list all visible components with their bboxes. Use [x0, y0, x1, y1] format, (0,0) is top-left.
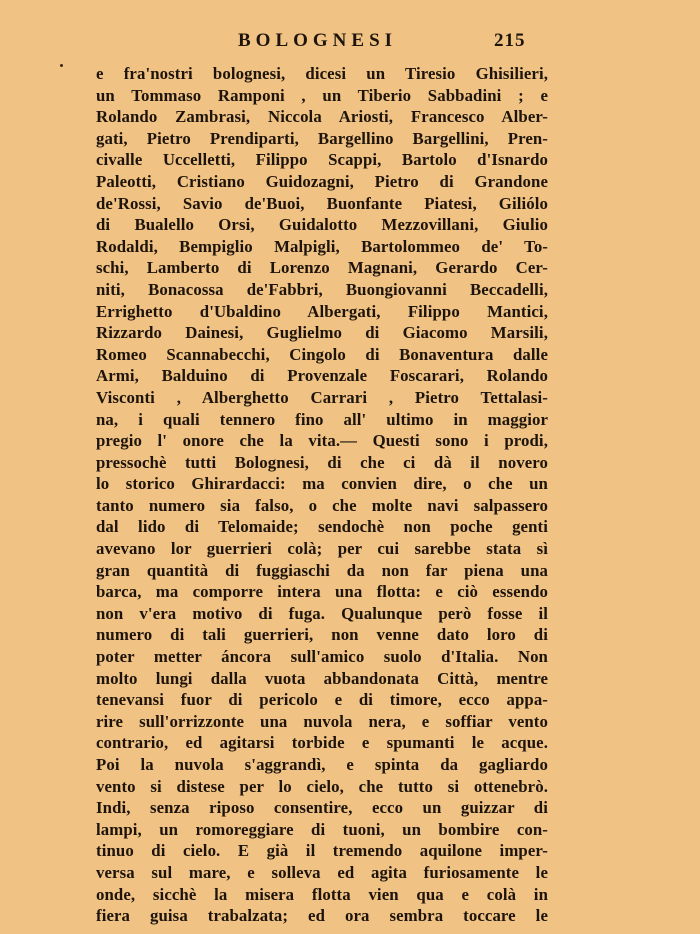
page-header — [0, 30, 700, 56]
ink-speck — [60, 64, 63, 67]
text-line: pregio l' onore che la vita.— Questi sono i prodi, — [96, 431, 548, 451]
text-line: Paleotti, Cristiano Guidozagni, Pietro di Grandone — [96, 171, 548, 191]
text-line: numero di tali guerrieri, non venne dato loro di — [96, 625, 548, 645]
text-line: Armi, Balduino di Provenzale Foscarari, Rolando — [96, 366, 548, 386]
text-line: Rizzardo Dainesi, Guglielmo di Giacomo Marsili, — [96, 323, 548, 343]
text-line: versa sul mare, e solleva ed agita furiosamente le — [96, 862, 548, 882]
text-line: Rolando Zambrasi, Niccola Ariosti, Francesco Alber- — [96, 107, 548, 127]
text-line: na, i quali tennero fino all' ultimo in maggior — [96, 409, 548, 429]
text-line: contrario, ed agitarsi torbide e spumanti le acque. — [96, 733, 548, 753]
text-line: Rodaldi, Bempiglio Malpigli, Bartolommeo de' To- — [96, 236, 548, 256]
body-text — [96, 63, 548, 927]
text-line: tanto numero sia falso, o che molte navi salpassero — [96, 495, 548, 515]
text-line: pressochè tutti Bolognesi, di che ci dà il novero — [96, 452, 548, 472]
text-line: schi, Lamberto di Lorenzo Magnani, Gerardo Cer- — [96, 258, 548, 278]
page-number: 215 — [494, 30, 526, 51]
text-line: avevano lor guerrieri colà; per cui sarebbe stata sì — [96, 539, 548, 559]
text-line: Poi la nuvola s'aggrandì, e spinta da gagliardo — [96, 755, 548, 774]
text-line: lampi, un romoreggiare di tuoni, un bombire con- — [96, 819, 548, 839]
text-line: Romeo Scannabecchi, Cingolo di Bonaventura dalle — [96, 344, 548, 364]
text-line: tinuo di cielo. E già il tremendo aquilone imper- — [96, 841, 548, 861]
running-title: BOLOGNESI — [238, 30, 398, 51]
text-line: un Tommaso Ramponi , un Tiberio Sabbadini ; e — [96, 85, 548, 105]
text-line: gran quantità di fuggiaschi da non far piena una — [96, 560, 548, 580]
text-line: Indi, senza riposo consentire, ecco un guizzar di — [96, 798, 548, 818]
text-line: tenevansi fuor di pericolo e di timore, ecco appa- — [96, 690, 548, 710]
text-line: rire sull'orrizzonte una nuvola nera, e soffiar vento — [96, 711, 548, 731]
text-line: de'Rossi, Savio de'Buoi, Buonfante Piatesi, Giliólo — [96, 193, 548, 213]
text-line: civalle Uccelletti, Filippo Scappi, Bartolo d'Isnardo — [96, 150, 548, 170]
text-line: e fra'nostri bolognesi, dicesi un Tiresio Ghisilieri, — [96, 64, 548, 83]
text-line: fiera guisa trabalzata; ed ora sembra toccare le — [96, 906, 548, 926]
text-line: onde, sicchè la misera flotta vien qua e colà in — [96, 884, 548, 904]
text-line: non v'era motivo di fuga. Qualunque però fosse il — [96, 603, 548, 623]
text-line: lo storico Ghirardacci: ma convien dire, o che un — [96, 474, 548, 494]
text-line: di Bualello Orsi, Guidalotto Mezzovillani, Giulio — [96, 215, 548, 235]
text-line: gati, Pietro Prendiparti, Bargellino Bargellini, Pren- — [96, 128, 548, 148]
text-line: molto lungi dalla vuota abbandonata Città, mentre — [96, 668, 548, 688]
text-line: Visconti , Alberghetto Carrari , Pietro Tettalasi- — [96, 387, 548, 407]
text-line: dal lido di Telomaide; sendochè non poche genti — [96, 517, 548, 537]
text-line: barca, ma comporre intera una flotta: e ciò essendo — [96, 582, 548, 602]
text-line: niti, Bonacossa de'Fabbri, Buongiovanni Beccadelli, — [96, 279, 548, 299]
text-line: vento si distese per lo cielo, che tutto si ottenebrò. — [96, 776, 548, 796]
text-line: Errighetto d'Ubaldino Albergati, Filippo Mantici, — [96, 301, 548, 321]
text-line: poter metter áncora sull'amico suolo d'Italia. Non — [96, 647, 548, 667]
